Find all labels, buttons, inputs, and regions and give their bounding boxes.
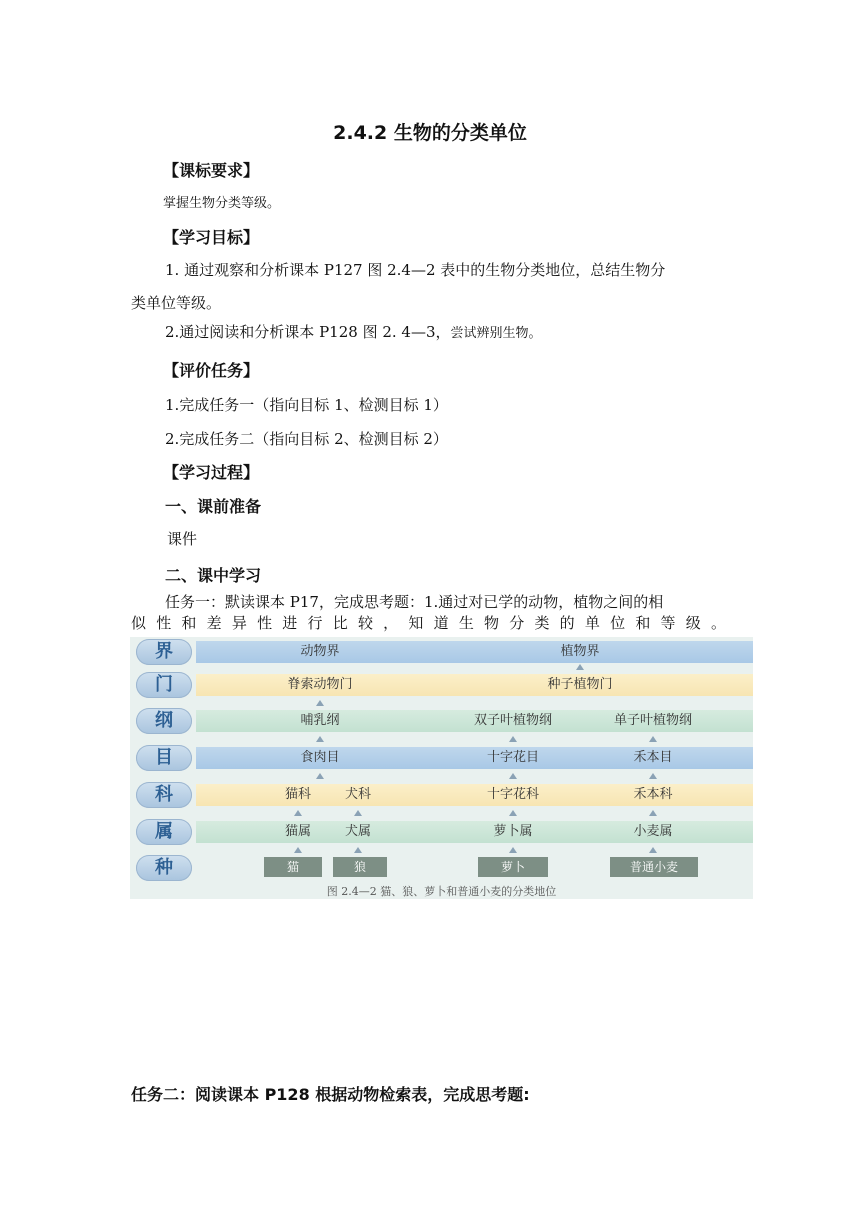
row-genus (130, 817, 753, 847)
arrow-up-icon (316, 736, 324, 742)
row-class (130, 706, 753, 736)
order-carnivora: 食肉目 (300, 750, 340, 765)
order-poales: 禾本目 (633, 750, 673, 765)
kingdom-animal: 动物界 (300, 644, 340, 659)
row-species (130, 853, 753, 883)
phylum-spermatophyta: 种子植物门 (547, 677, 613, 692)
heading-kebiao: 【课标要求】 (163, 161, 260, 180)
family-felidae: 猫科 (284, 787, 311, 802)
classification-figure (130, 637, 753, 899)
class-monocot: 单子叶植物纲 (613, 713, 692, 728)
task1-line2: 似性和差异性进行比较，知道生物分类的单位和等级。 (131, 614, 726, 632)
class-mammalia: 哺乳纲 (300, 713, 340, 728)
kingdom-plant: 植物界 (560, 644, 600, 659)
goal-2-main: 2.通过阅读和分析课本 P128 图 2. 4—3， (165, 323, 451, 341)
task1-line1: 任务一：默读课本 P17，完成思考题：1.通过对已学的动物，植物之间的相 (165, 593, 664, 611)
rank-label: 目 (136, 745, 192, 771)
eval-task-2: 2.完成任务二（指向目标 2、检测目标 2） (165, 430, 448, 448)
rank-label: 纲 (136, 708, 192, 734)
order-capparales: 十字花目 (486, 750, 539, 765)
kebiao-text: 掌握生物分类等级。 (163, 196, 281, 211)
arrow-up-icon (649, 773, 657, 779)
task2-heading: 任务二：阅读课本 P128 根据动物检索表，完成思考题: (131, 1085, 530, 1104)
arrow-up-icon (509, 810, 517, 816)
rank-label: 科 (136, 782, 192, 808)
arrow-up-icon (316, 773, 324, 779)
phylum-chordata: 脊索动物门 (287, 677, 353, 692)
family-canidae: 犬科 (344, 787, 371, 802)
rank-label: 属 (136, 819, 192, 845)
rank-label: 种 (136, 855, 192, 881)
heading-mubiao: 【学习目标】 (163, 228, 260, 247)
row-phylum (130, 670, 753, 700)
heading-guocheng: 【学习过程】 (163, 463, 260, 482)
row-order (130, 743, 753, 773)
genus-triticum: 小麦属 (633, 824, 673, 839)
goal-2-tail: 尝试辨别生物。 (450, 326, 542, 341)
eval-task-1: 1.完成任务一（指向目标 1、检测目标 1） (165, 396, 448, 414)
goal-1-line2: 类单位等级。 (131, 294, 222, 312)
genus-felis: 猫属 (284, 824, 311, 839)
part1-heading: 一、课前准备 (165, 497, 262, 516)
row-family (130, 780, 753, 810)
family-poaceae: 禾本科 (633, 787, 673, 802)
goal-1-line1: 1. 通过观察和分析课本 P127 图 2.4—2 表中的生物分类地位，总结生物分 (165, 261, 666, 279)
arrow-up-icon (294, 810, 302, 816)
figure-caption: 图 2.4—2 猫、狼、萝卜和普通小麦的分类地位 (326, 885, 557, 898)
family-brassicaceae: 十字花科 (486, 787, 539, 802)
arrow-up-icon (509, 736, 517, 742)
arrow-up-icon (354, 810, 362, 816)
genus-canis: 犬属 (344, 824, 371, 839)
arrow-up-icon (649, 810, 657, 816)
species-cat: 猫 (264, 857, 322, 877)
row-kingdom (130, 637, 753, 667)
goal-2 (165, 321, 542, 342)
genus-raphanus: 萝卜属 (493, 824, 533, 839)
heading-pingjia: 【评价任务】 (163, 361, 260, 380)
arrow-up-icon (509, 773, 517, 779)
class-dicot: 双子叶植物纲 (473, 713, 552, 728)
part1-text: 课件 (167, 530, 198, 548)
species-wheat: 普通小麦 (610, 857, 698, 877)
part2-heading: 二、课中学习 (165, 566, 262, 585)
arrow-up-icon (649, 736, 657, 742)
rank-label: 门 (136, 672, 192, 698)
species-radish: 萝卜 (478, 857, 548, 877)
page-title: 2.4.2 生物的分类单位 (333, 122, 527, 144)
rank-label: 界 (136, 639, 192, 665)
species-wolf: 狼 (333, 857, 387, 877)
